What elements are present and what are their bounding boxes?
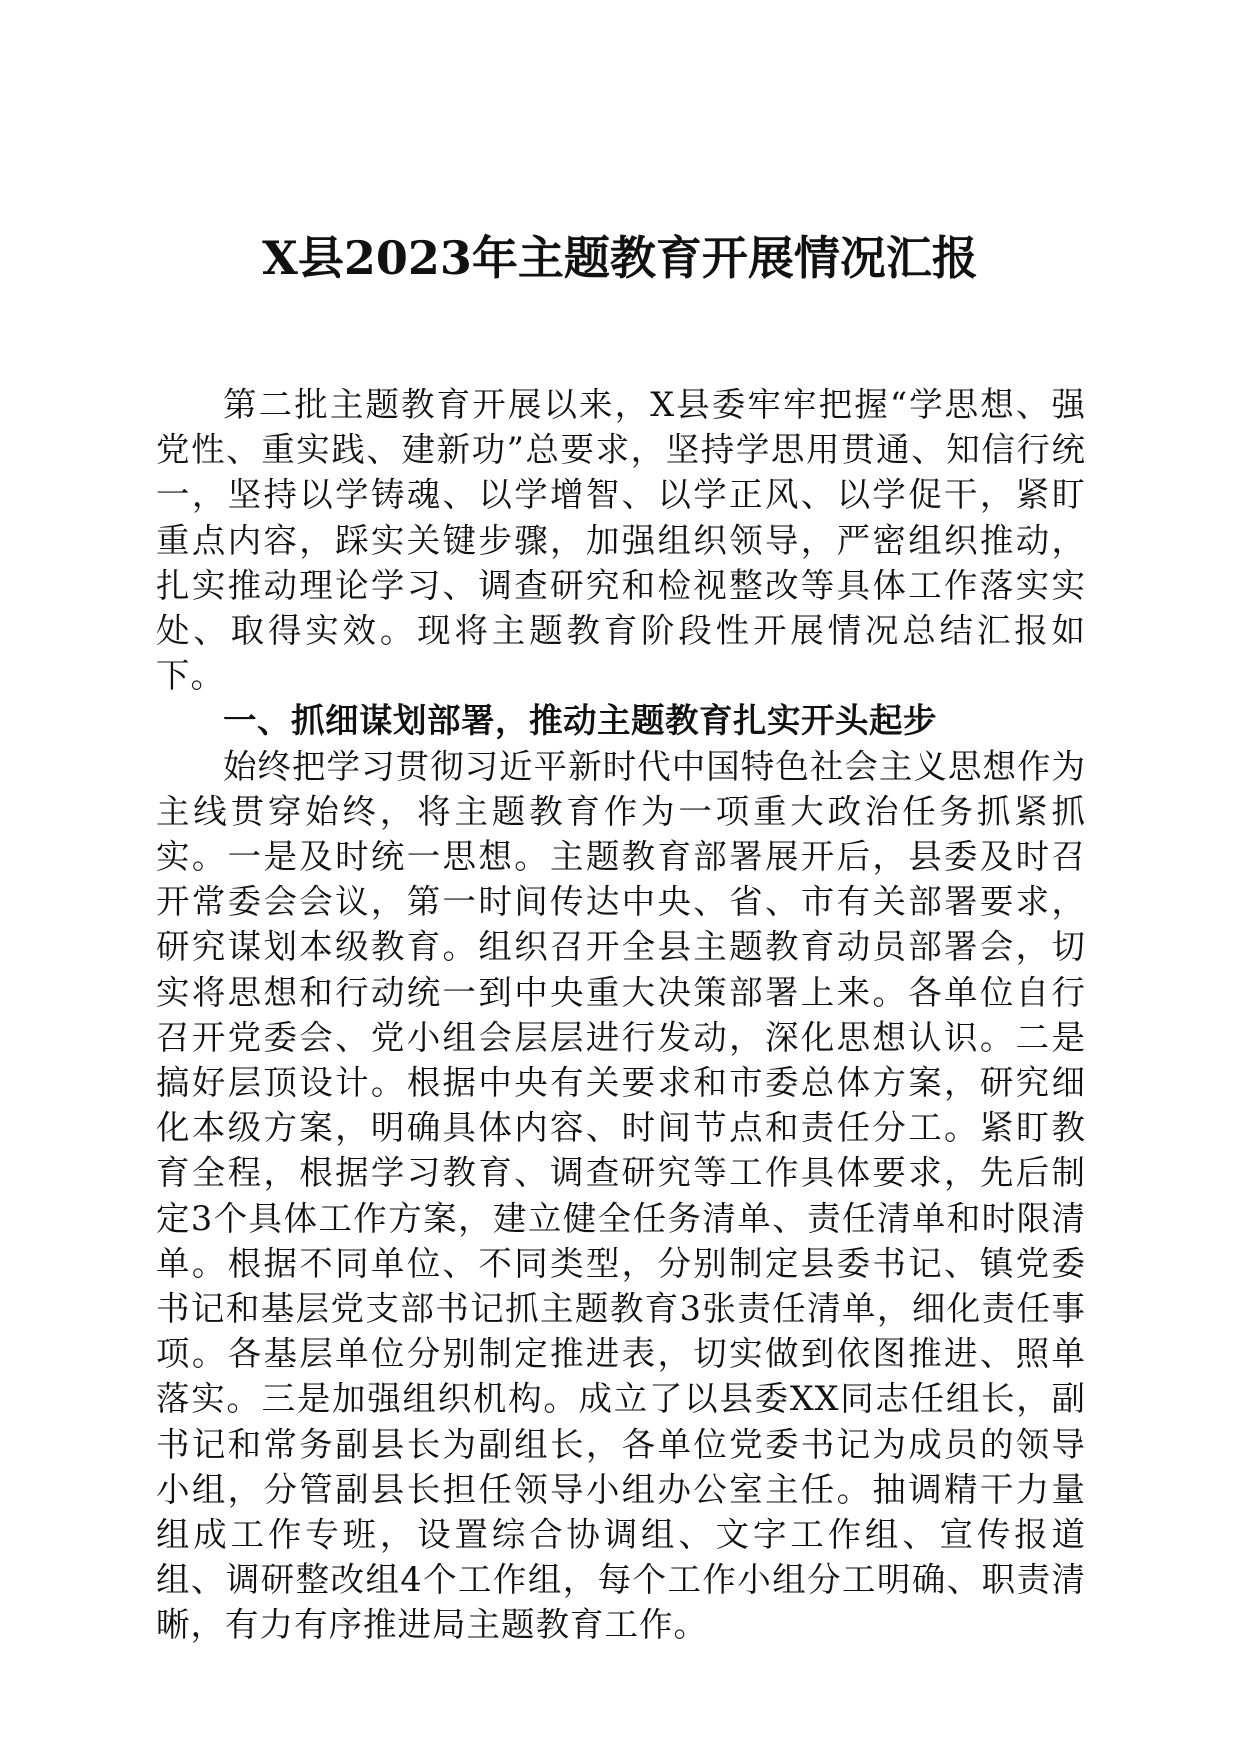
- document-body: [156, 382, 1086, 1648]
- section-1-heading: 一、抓细谋划部署，推动主题教育扎实开头起步: [223, 701, 937, 741]
- intro-paragraph: 第二批主题教育开展以来，X县委牢牢把握“学思想、强党性、重实践、建新功”总要求，坚持学思用贯通、知信行统一，坚持以学铸魂、以学增智、以学正风、以学促干，紧盯重点内容，踩实关键步骤，加强组织领导，严密组织推动，扎实推动理论学习、调查研究和检视整改等具体工作落实实处、取得实效。现将主题教育阶段性开展情况总结汇报如下。: [156, 385, 1086, 696]
- document-title: X县2023年主题教育开展情况汇报: [262, 231, 978, 285]
- section-1-paragraph: 始终把学习贯彻习近平新时代中国特色社会主义思想作为主线贯穿始终，将主题教育作为一项重大政治任务抓紧抓实。一是及时统一思想。主题教育部署展开后，县委及时召开常委会会议，第一时间传达中央、省、市有关部署要求，研究谋划本级教育。组织召开全县主题教育动员部署会，切实将思想和行动统一到中央重大决策部署上来。各单位自行召开党委会、党小组会层层进行发动，深化思想认识。二是搞好层顶设计。根据中央有关要求和市委总体方案，研究细化本级方案，明确具体内容、时间节点和责任分工。紧盯教育全程，根据学习教育、调查研究等工作具体要求，先后制定3个具体工作方案，建立健全任务清单、责任清单和时限清单。根据不同单位、不同类型，分别制定县委书记、镇党委书记和基层党支部书记抓主题教育3张责任清单，细化责任事项。各基层单位分别制定推进表，切实做到依图推进、照单落实。三是加强组织机构。成立了以县委XX同志任组长，副书记和常务副县长为副组长，各单位党委书记为成员的领导小组，分管副县长担任领导小组办公室主任。抽调精干力量组成工作专班，设置综合协调组、文字工作组、宣传报道组、调研整改组4个工作组，每个工作小组分工明确、职责清晰，有力有序推进局主题教育工作。: [156, 746, 1086, 1645]
